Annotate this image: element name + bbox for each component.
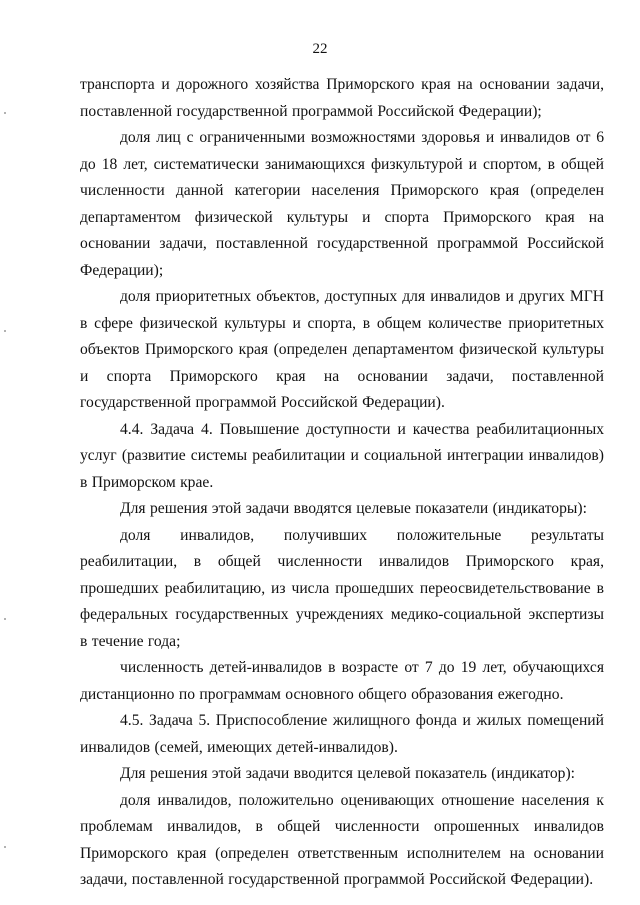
paragraph-1: транспорта и дорожного хозяйства Приморского края на основании задачи, поставленной государственной программой Российской Федерации); [80, 76, 604, 120]
paragraph-7: численность детей-инвалидов в возрасте от 7 до 19 лет, обучающихся дистанционно по программам основного общего образования ежегодно. [80, 659, 604, 703]
paragraph-10: доля инвалидов, положительно оценивающих отношение населения к проблемам инвалидов, в общей численности опрошенных инвалидов Приморского края (определен ответственным исполнителем на основании задачи, поставленной государственной программой Российской Федерации). [80, 791, 604, 888]
paragraph-5: Для решения этой задачи вводятся целевые показатели (индикаторы): [120, 500, 587, 517]
scan-mark [4, 618, 6, 620]
scan-mark [4, 330, 6, 332]
paragraph-2: доля лиц с ограниченными возможностями здоровья и инвалидов от 6 до 18 лет, систематически занимающихся физкультурой и спортом, в общей численности данной категории населения Приморского края (определен департаментом физической культуры и спорта Приморского края на основании задачи, поставленной государственной программой Российской Федерации); [80, 129, 604, 279]
scan-mark [4, 112, 6, 114]
paragraph-8: 4.5. Задача 5. Приспособление жилищного фонда и жилых помещений инвалидов (семей, имеющих детей-инвалидов). [80, 712, 604, 756]
scan-mark [4, 846, 6, 848]
paragraph-9: Для решения этой задачи вводится целевой показатель (индикатор): [120, 765, 576, 782]
paragraph-3: доля приоритетных объектов, доступных для инвалидов и других МГН в сфере физической культуры и спорта, в общем количестве приоритетных объектов Приморского края (определен департаментом физической культуры и спорта Приморского края на основании задачи, поставленной государственной программой Российской Федерации). [80, 288, 604, 411]
page-number: 22 [312, 41, 328, 57]
paragraph-4: 4.4. Задача 4. Повышение доступности и качества реабилитационных услуг (развитие системы реабилитации и социальной интеграции инвалидов) в Приморском крае. [80, 420, 604, 491]
paragraph-6: доля инвалидов, получивших положительные результаты реабилитации, в общей численности инвалидов Приморского края, прошедших реабилитацию, из числа прошедших переосвидетельствование в федеральных государственных учреждениях медико-социальной экспертизы в течение года; [80, 526, 604, 650]
document-body [80, 72, 604, 894]
